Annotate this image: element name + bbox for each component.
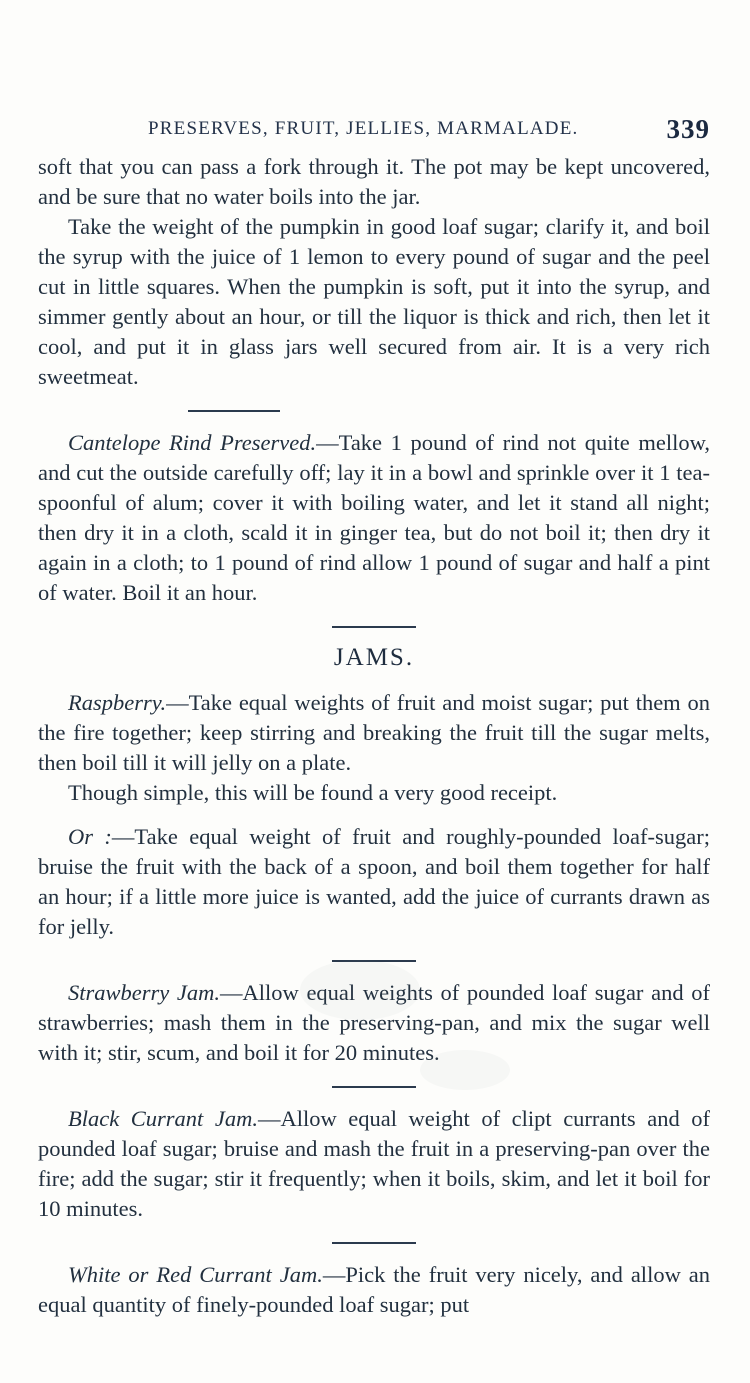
recipe-raspberry-alt <box>38 822 710 942</box>
recipe-black-currant-jam <box>38 1104 710 1224</box>
spacer <box>38 808 710 822</box>
page-number: 339 <box>666 114 710 144</box>
paragraph-continued: soft that you can pass a fork through it. The pot may be kept uncovered, and be sure that no water boils into the jar. <box>38 154 710 209</box>
paragraph-pumpkin: Take the weight of the pumpkin in good loaf sugar; clarify it, and boil the syrup with the juice of 1 lemon to every pound of sugar and the peel cut in little squares. When the pumpkin is soft, put it into the syrup, and simmer gently about an hour, or till the liquor is thick and rich, then let it cool, and put it in glass jars well secured from air. It is a very rich sweetmeat. <box>38 214 710 389</box>
recipe-dash: — <box>166 690 189 715</box>
recipe-text: Take equal weights of fruit and moist sugar; put them on the fire together; keep stirring and breaking the fruit till the sugar melts, then boil till it will jelly on a plate. <box>38 690 710 775</box>
recipe-title: White or Red Currant Jam. <box>68 1262 323 1287</box>
recipe-title: Strawberry Jam. <box>68 980 221 1005</box>
running-head-title: PRESERVES, FRUIT, JELLIES, MARMALADE. <box>148 118 579 139</box>
recipe-title: Raspberry. <box>68 690 167 715</box>
recipe-raspberry-note: Though simple, this will be found a very good receipt. <box>68 780 558 805</box>
section-divider-2 <box>332 626 416 628</box>
recipe-dash: — <box>322 1262 346 1287</box>
recipe-text: Allow equal weights of pounded loaf sugar and of strawberries; mash them in the preserving-pan, and mix the sugar well with it; stir, scum, and boil it for 20 minutes. <box>38 980 710 1065</box>
recipe-text: Take 1 pound of rind not quite mellow, and cut the outside carefully off; lay it in a bowl and sprinkle over it 1 tea-spoonful of alum; cover it with boiling water, and let it stand all night; then dry it in a cloth, scald it in ginger tea, but do not boil it; then dry it again in a cloth; to 1 pound of rind allow 1 pound of sugar and half a pint of water. Boil it an hour. <box>38 430 710 605</box>
section-divider-4 <box>332 1086 416 1088</box>
recipe-cantelope-rind <box>38 428 710 608</box>
section-divider-1 <box>188 410 280 412</box>
section-divider-5 <box>332 1242 416 1244</box>
recipe-title: Black Currant Jam. <box>68 1106 258 1131</box>
section-heading-jams: JAMS. <box>333 644 415 671</box>
recipe-title: Cantelope Rind Preserved. <box>68 430 317 455</box>
recipe-raspberry <box>38 688 710 778</box>
page-content <box>38 114 710 1320</box>
recipe-dash: — <box>111 824 135 849</box>
recipe-strawberry-jam <box>38 978 710 1068</box>
recipe-dash: — <box>257 1106 281 1131</box>
recipe-dash: — <box>316 430 339 455</box>
recipe-text: Take equal weight of fruit and roughly-pounded loaf-sugar; bruise the fruit with the back of a spoon, and boil them together for half an hour; if a little more juice is wanted, add the juice of currants drawn as for jelly. <box>38 824 710 939</box>
recipe-title: Or : <box>68 824 112 849</box>
running-head <box>38 114 710 152</box>
recipe-white-or-red-currant-jam <box>38 1260 710 1320</box>
section-divider-3 <box>332 960 416 962</box>
recipe-text: Allow equal weight of clipt currants and of pounded loaf sugar; bruise and mash the fruit in a preserving-pan over the fire; add the sugar; stir it frequently; when it boils, skim, and let it boil for 10 minutes. <box>38 1106 710 1221</box>
recipe-text: Pick the fruit very nicely, and allow an equal quantity of finely-pounded loaf sugar; put <box>38 1262 710 1317</box>
recipe-dash: — <box>220 980 243 1005</box>
